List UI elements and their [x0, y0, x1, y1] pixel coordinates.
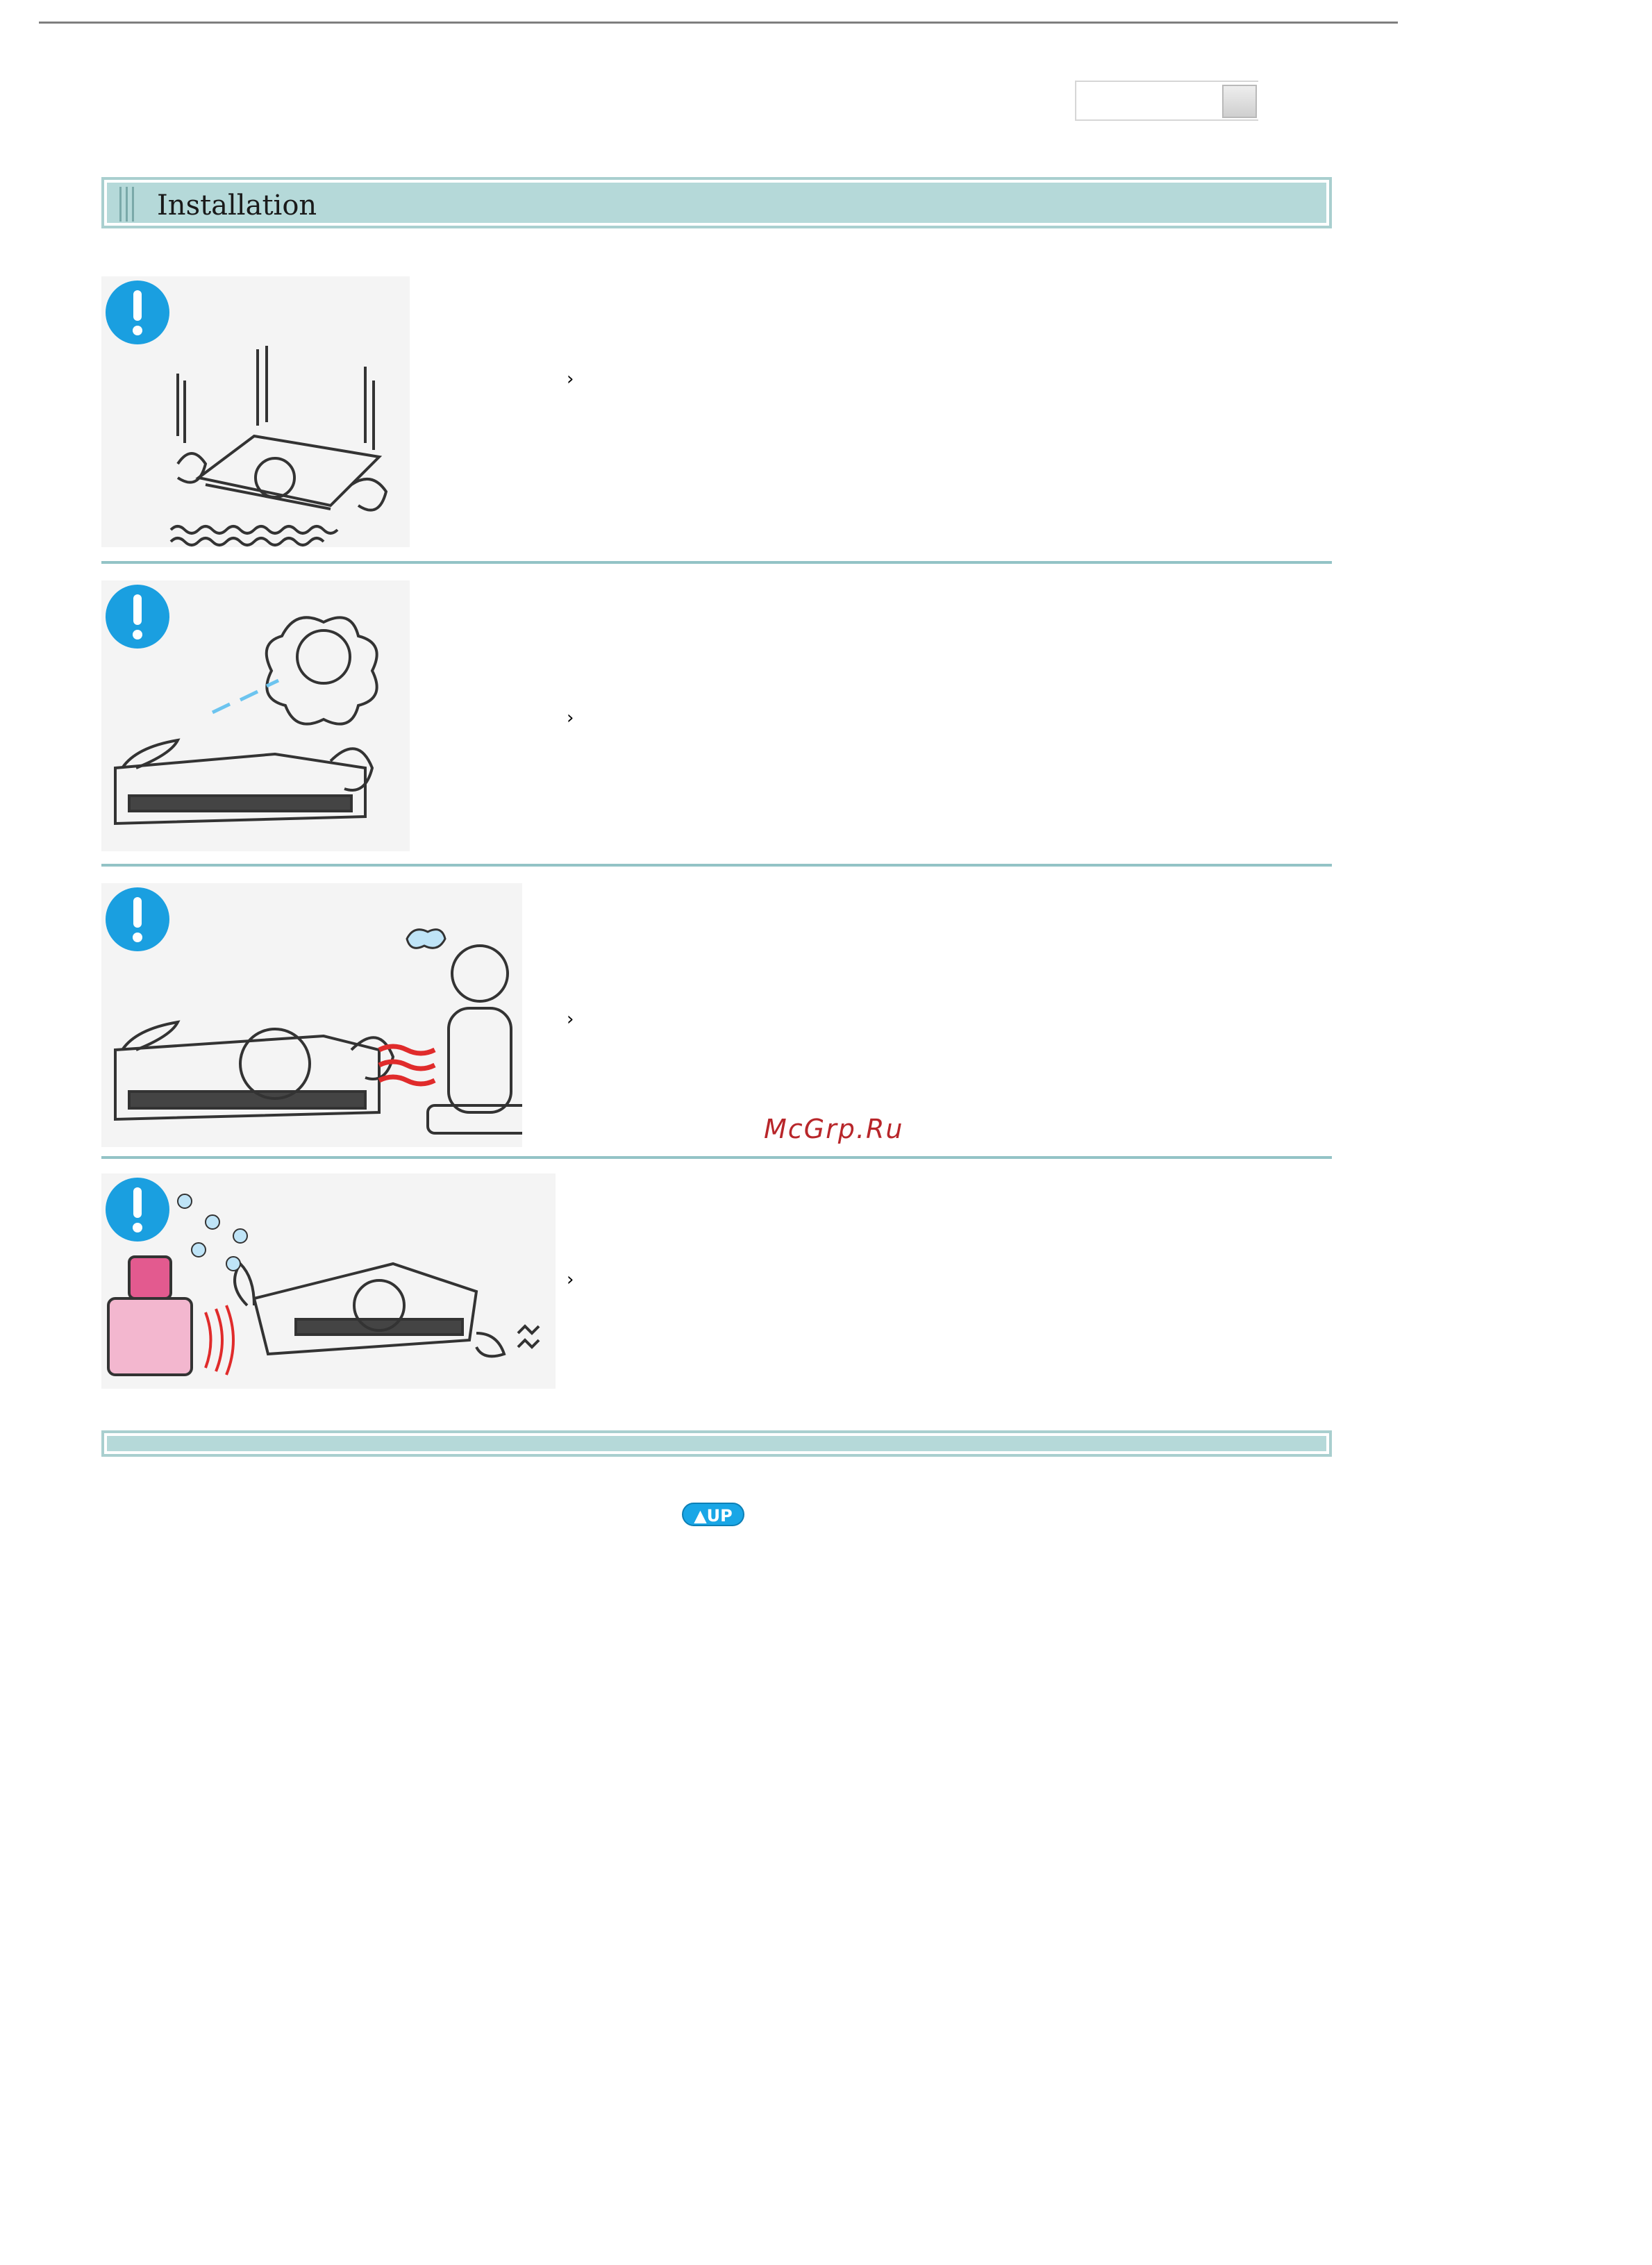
section-title: Installation [157, 190, 317, 222]
watermark: McGrp.Ru [764, 1114, 904, 1144]
divider-1 [101, 561, 1332, 564]
divider-2 [101, 864, 1332, 867]
header-bars-icon [119, 187, 136, 222]
humidifier-illustration [101, 1173, 556, 1389]
section-header-fill [107, 183, 1326, 223]
section-header [101, 177, 1332, 228]
bullet-icon: › [567, 369, 574, 390]
section-footer-bar [101, 1430, 1332, 1457]
heater-illustration [101, 883, 522, 1147]
sunlight-heat-illustration [101, 580, 410, 851]
bullet-icon: › [567, 708, 574, 728]
warning-row-1 [101, 276, 1332, 547]
up-button[interactable]: ▲UP [682, 1503, 744, 1526]
bullet-icon: › [567, 1269, 574, 1290]
language-select[interactable] [1075, 81, 1258, 121]
bullet-icon: › [567, 1009, 574, 1030]
falling-device-illustration [101, 276, 410, 547]
top-rule [39, 22, 1398, 24]
warning-row-4 [101, 1173, 1332, 1389]
divider-3 [101, 1156, 1332, 1159]
warning-row-3 [101, 883, 1332, 1147]
dropdown-arrow-icon[interactable] [1222, 85, 1257, 118]
warning-row-2 [101, 580, 1332, 851]
